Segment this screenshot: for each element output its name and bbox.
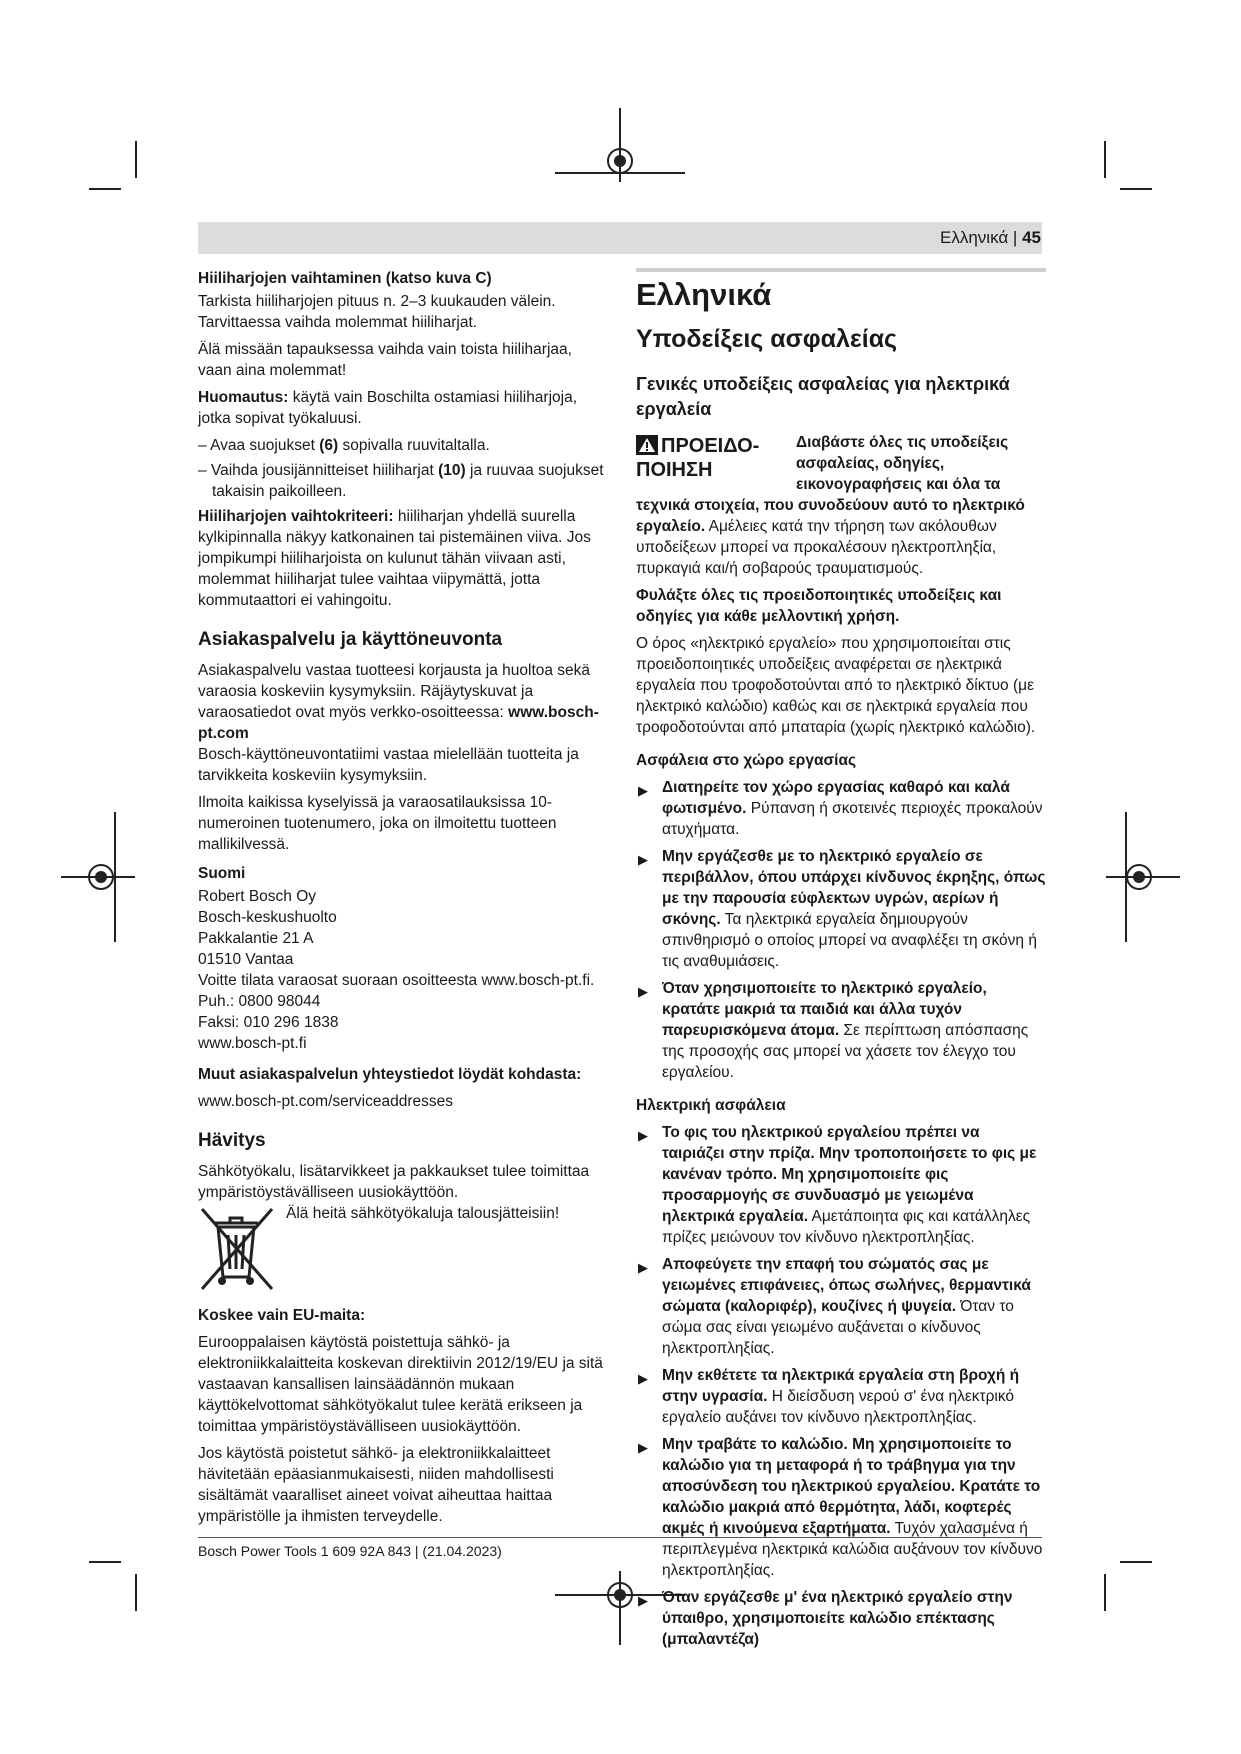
brush-paragraph-2: Älä missään tapauksessa vaihda vain toista hiiliharjaa, vaan aina molemmat! (198, 341, 572, 379)
list-item: ▶ Όταν χρησιμοποιείτε το ηλεκτρικό εργαλείο, κρατάτε μακριά τα παιδιά και άλλα τυχόν παρευρισκόμενα άτομα. Σε περίπτωση απόσπασης της προσοχής σας μπορεί να χάσετε τον έλεγχο του εργαλείου. (638, 980, 1029, 1081)
warning-triangle-icon (636, 435, 658, 455)
electrical-title: Ηλεκτρική ασφάλεια (636, 1097, 786, 1114)
disposal-paragraph-2: Älä heitä sähkötyökaluja talousjätteisiin! (286, 1205, 560, 1222)
country-heading: Suomi (198, 865, 246, 882)
address-line[interactable]: www.bosch-pt.fi (198, 1035, 307, 1052)
crop-mark (1104, 1574, 1106, 1611)
list-item: ▶ Όταν εργάζεσθε μ' ένα ηλεκτρικό εργαλείο στην ύπαιθρο, χρησιμοποιείτε καλώδιο επέκτασης (μπαλαντέζα) (638, 1589, 1013, 1648)
registration-mark (114, 812, 116, 942)
bullet-triangle-icon: ▶ (638, 1371, 648, 1386)
eu-paragraph-1: Eurooppalaisen käytöstä poistettuja sähkö- ja elektroniikkalaitteita koskevan direktiivin 2012/19/EU ja sitä vastaavan kansallisen lainsäädännön mukaan käyttökelvottomat sähkötyökalut tulee kerätä erikseen ja toimittaa ympäristöystävälliseen uusiokäyttöön. (198, 1334, 603, 1435)
list-item: ▶ Μην εργάζεσθε με το ηλεκτρικό εργαλείο σε περιβάλλον, όπου υπάρχει κίνδυνος έκρηξης, όπως με την παρουσία εύφλεκτων υγρών, αερίων ή σκόνης. Τα ηλεκτρικά εργαλεία δημιουργούν σπινθηρισμό ο οποίος μπορεί να αναφλέξει τη σκόνη ή τις αναθυμιάσεις. (638, 848, 1046, 970)
crop-mark (135, 1574, 137, 1611)
keep-instructions: Φυλάξτε όλες τις προειδοποιητικές υποδείξεις και οδηγίες για κάθε μελλοντική χρήση. (636, 587, 1002, 625)
criteria-paragraph (198, 506, 606, 611)
registration-mark-circle (88, 864, 114, 890)
warning-bold: Διαβάστε όλες τις υποδείξεις ασφαλείας, οδηγίες, εικονογραφήσεις και όλα τα τεχνικά στοιχεία, που συνοδεύουν αυτό το ηλεκτρικό εργαλείο. (636, 434, 1025, 535)
service-title: Asiakaspalvelu ja käyttöneuvonta (198, 629, 503, 650)
address-line: Bosch-keskushuolto (198, 909, 337, 926)
more-contacts-url[interactable]: www.bosch-pt.com/serviceaddresses (198, 1093, 453, 1110)
service-link[interactable]: www.bosch-pt.com (198, 704, 599, 742)
list-item: ▶ Μην τραβάτε το καλώδιο. Μη χρησιμοποιείτε το καλώδιο για τη μεταφορά ή το τράβηγμα για την αποσύνδεση του ηλεκτρικού εργαλείου. Κρατάτε το καλώδιο μακριά από θερμότητα, λάδι, κοφτερές ακμές ή κινούμενα εξαρτήματα. Τυχόν χαλασμένα ή περιπλεγμένα ηλεκτρικά καλώδια αυξάνουν τον κίνδυνο ηλεκτροπληξίας. (638, 1436, 1043, 1579)
list-item: ▶ Αποφεύγετε την επαφή του σώματός σας με γειωμένες επιφάνειες, όπως σωλήνες, θερμαντικά σώματα (καλοριφέρ), κουζίνες ή ψυγεία. Όταν το σώμα σας είναι γειωμένο αυξάνεται ο κίνδυνος ηλεκτροπληξίας. (638, 1256, 1031, 1357)
note-paragraph (198, 387, 606, 429)
bullet-triangle-icon: ▶ (638, 852, 648, 867)
registration-mark-circle (607, 1582, 633, 1608)
crop-mark (89, 1561, 121, 1563)
warning-text: Αμέλειες κατά την τήρηση των ακόλουθων υποδείξεων μπορεί να προκαλέσουν ηλεκτροπληξία, πυρκαγιά και/ή σοβαρούς τραυματισμούς. (636, 518, 997, 577)
disposal-paragraph-1: Sähkötyökalu, lisätarvikkeet ja pakkaukset tulee toimittaa ympäristöystävälliseen uusiokäyttöön. (198, 1163, 590, 1201)
section-rule (636, 268, 1046, 272)
term-paragraph: Ο όρος «ηλεκτρικό εργαλείο» που χρησιμοποιείται στις προειδοποιητικές υποδείξεις αναφέρεται σε ηλεκτρικά εργαλεία που τροφοδοτούνται από το ηλεκτρικό δίκτυο (με ηλεκτρικό καλώδιο) καθώς και σε ηλεκτρικά εργαλεία που τροφοδοτούνται από μπαταρία (χωρίς ηλεκτρικό καλώδιο). (636, 635, 1036, 736)
address-line: Voitte tilata varaosat suoraan osoitteesta www.bosch-pt.fi. (198, 972, 595, 989)
left-column (198, 268, 606, 1533)
safety-title: Υποδείξεις ασφαλείας (636, 325, 898, 353)
page-number: 45 (1022, 228, 1041, 247)
crop-mark (89, 188, 121, 190)
crop-mark (1120, 1561, 1152, 1563)
note-text: käytä vain Boschilta ostamiasi hiiliharjoja, jotka sopivat työkaluusi. (198, 389, 578, 427)
workplace-title: Ασφάλεια στο χώρο εργασίας (636, 752, 857, 769)
right-column (636, 268, 1046, 1656)
warning-block (636, 432, 1046, 579)
address-block (198, 886, 606, 1054)
list-item: ▶ Μην εκθέτετε τα ηλεκτρικά εργαλεία στη βροχή ή στην υγρασία. Η διείσδυση νερού σ' ένα ηλεκτρικό εργαλείο αυξάνει τον κίνδυνο ηλεκτροπληξίας. (638, 1367, 1020, 1426)
eu-title: Koskee vain EU-maita: (198, 1307, 366, 1324)
crossed-bin-icon (198, 1203, 278, 1291)
address-line: 01510 Vantaa (198, 951, 294, 968)
bullet-triangle-icon: ▶ (638, 1260, 648, 1275)
address-line: Robert Bosch Oy (198, 888, 317, 905)
list-item: ▶ Το φις του ηλεκτρικού εργαλείου πρέπει να ταιριάζει στην πρίζα. Μην τροποποιήσετε το φις με κανέναν τρόπο. Μη χρησιμοποιείτε φις προσαρμογής σε συνδυασμό με γειωμένα ηλεκτρικά εργαλεία. Αμετάποιητα φις και κατάλληλες πρίζες μειώνουν τον κίνδυνο ηλεκτροπληξίας. (638, 1124, 1037, 1246)
bullet-triangle-icon: ▶ (638, 783, 648, 798)
step-2: – Vaihda jousijännitteiset hiiliharjat (10) ja ruuvaa suojukset takaisin paikoilleen. (198, 462, 604, 500)
footer-rule (198, 1537, 1042, 1538)
crop-mark (1120, 188, 1152, 190)
bullet-triangle-icon: ▶ (638, 1440, 648, 1455)
eu-paragraph-2: Jos käytöstä poistetut sähkö- ja elektroniikkalaitteet hävitetään epäasianmukaisesti, niiden mahdollisesti sisältämät vaaralliset aineet voivat aiheuttaa haittaa ympäristölle ja ihmisten terveydelle. (198, 1445, 554, 1525)
bullet-triangle-icon: ▶ (638, 1128, 648, 1143)
service-paragraph-2: Ilmoita kaikissa kyselyissä ja varaosatilauksissa 10-numeroinen tuotenumero, joka on ilmoitettu tuotteen mallikilvessä. (198, 794, 557, 853)
address-line: Pakkalantie 21 A (198, 930, 314, 947)
bullet-triangle-icon: ▶ (638, 1593, 648, 1608)
list-item: ▶ Διατηρείτε τον χώρο εργασίας καθαρό και καλά φωτισμένο. Ρύπανση ή σκοτεινές περιοχές προκαλούν ατυχήματα. (638, 779, 1043, 838)
crop-mark (135, 141, 137, 178)
brush-paragraph-1: Tarkista hiiliharjojen pituus n. 2–3 kuukauden välein. Tarvittaessa vaihda molemmat hiiliharjat. (198, 293, 556, 331)
registration-mark-circle (1126, 864, 1152, 890)
criteria-label: Hiiliharjojen vaihtokriteeri: (198, 508, 394, 525)
bullet-triangle-icon: ▶ (638, 984, 648, 999)
page-footer: Bosch Power Tools 1 609 92A 843 | (21.04.2023) (198, 1543, 502, 1559)
address-line: Faksi: 010 296 1838 (198, 1014, 339, 1031)
service-paragraph-1: Asiakaspalvelu vastaa tuotteesi korjausta ja huoltoa sekä varaosia koskeviin kysymyksiin. Räjäytyskuvat ja varaosatiedot ovat myös verkko-osoitteessa: www.bosch-pt.com Bosch-käyttöneuvontatiimi vastaa mielellään tuotteita ja tarvikkeita koskeviin kysymyksiin. (198, 662, 599, 784)
criteria-text: hiiliharjan yhdellä suurella kylkipinnalla näkyy katkonainen tai pistemäinen viiva. Jos jompikumpi hiiliharjoista on kulunut tähän viivaan asti, molemmat hiiliharjat tulee vaihtaa viipymättä, jotta kommutaattori ei vahingoitu. (198, 508, 591, 609)
general-safety-title: Γενικές υποδείξεις ασφαλείας για ηλεκτρικά εργαλεία (636, 374, 1010, 419)
registration-mark-circle (607, 148, 633, 174)
header-bar (198, 222, 1042, 254)
note-label: Huomautus: (198, 389, 289, 406)
crop-mark (1104, 141, 1106, 178)
step-1: – Avaa suojukset (6) sopivalla ruuvitaltalla. (198, 437, 490, 454)
more-contacts-label: Muut asiakaspalvelun yhteystiedot löydät kohdasta: (198, 1066, 582, 1083)
page-header: Ελληνικά | 45 (940, 228, 1041, 247)
language-title: Ελληνικά (636, 277, 772, 312)
header-language: Ελληνικά (940, 228, 1009, 247)
disposal-title: Hävitys (198, 1130, 266, 1151)
warning-label: ΠΡΟΕΙΔΟ-ΠΟΙΗΣΗ (636, 435, 760, 481)
address-line: Puh.: 0800 98044 (198, 993, 321, 1010)
weee-row (198, 1203, 606, 1291)
brush-change-title: Hiiliharjojen vaihtaminen (katso kuva C) (198, 270, 492, 287)
